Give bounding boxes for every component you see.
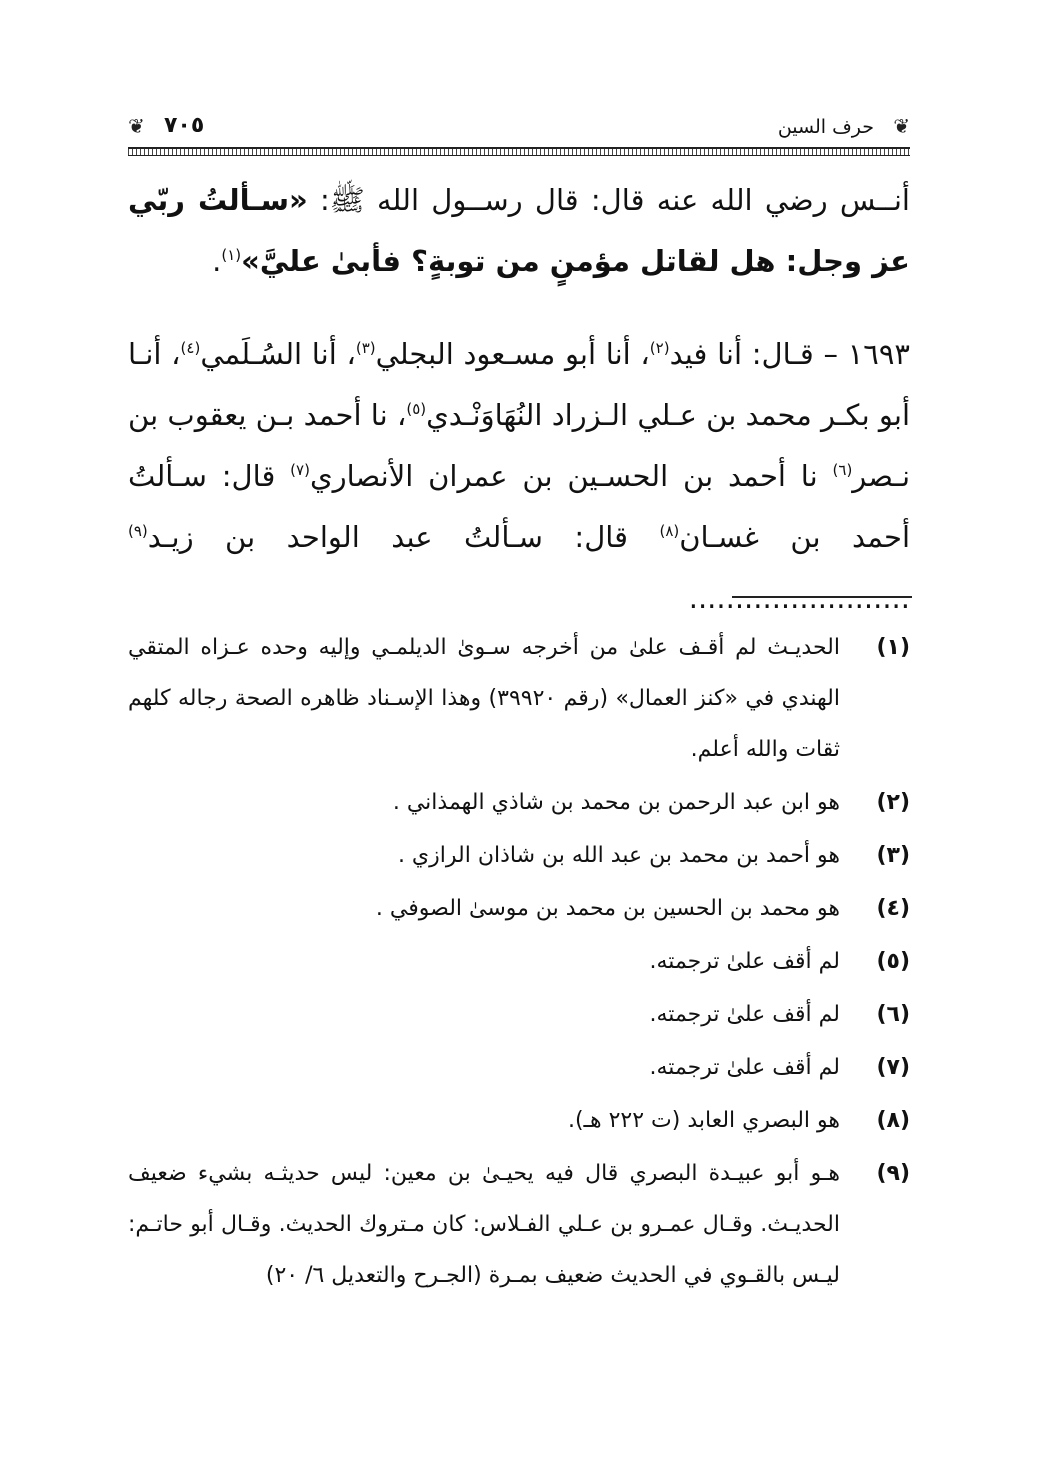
footnote-number: (٨) xyxy=(876,1108,910,1133)
entry-part: ، أنا أبو مسـعود البجلي xyxy=(375,337,650,371)
hadith-intro: أنــس رضي الله عنه قال: قال رســول الله ﷺ: xyxy=(307,183,910,217)
footnote-item xyxy=(128,1148,910,1301)
footnote-text: لم أقف علىٰ ترجمته. xyxy=(649,1002,840,1027)
footnote-item xyxy=(128,622,910,775)
footnote-text: هو البصري العابد (ت ٢٢٢ هـ). xyxy=(567,1108,840,1133)
footnote-number: (٥) xyxy=(876,949,910,974)
footnote-text: لم أقف علىٰ ترجمته. xyxy=(649,1055,840,1080)
footnote-item xyxy=(128,936,910,987)
footnote-text: هـو أبو عبيـدة البصري قال فيه يحيـىٰ بن معين: ليس حديثـه بشيء ضعيف الحديـث. وقـال عمـرو بن عـلي الفـلاس: كان مـتروك الحديث. وقـال أبو حاتـم: ليـس بالقـوي في الحديث ضعيف بمـرة (الجـرح والتعديل ٦/ ٢٠) xyxy=(128,1161,840,1288)
hadith-end: . xyxy=(212,244,222,278)
footnote-number: (٦) xyxy=(876,1002,910,1027)
footnote-item xyxy=(128,1042,910,1093)
entry-part: قال: سـألتُ عبد الواحد بن زيـد xyxy=(147,520,660,554)
footnote-item xyxy=(128,777,910,828)
footnote-text: هو محمد بن الحسين بن محمد بن موسىٰ الصوفي . xyxy=(375,896,840,921)
footnote-ref[interactable]: (٤) xyxy=(180,339,201,357)
footnote-number: (١) xyxy=(876,635,910,660)
footnote-ref[interactable]: (٧) xyxy=(290,461,310,479)
ornament-icon: ❦ xyxy=(893,114,910,138)
footnote-text: الحديـث لم أقـف علىٰ من أخرجه سـوىٰ الديلمـي وإليه وحده عـزاه المتقي الهندي في «كنز العمال» (رقم ٣٩٩٢٠) وهذا الإسـناد ظاهره الصحة رجاله كلهم ثقات والله أعلم. xyxy=(128,635,841,762)
footnote-ref[interactable]: (٨) xyxy=(659,522,680,540)
footnote-item xyxy=(128,1095,910,1146)
entry-part: ، نا أحمد بـن يعقوب بن نـصر xyxy=(128,398,911,493)
footnote-number: (٣) xyxy=(876,843,910,868)
ornament-icon: ❦ xyxy=(128,114,145,138)
footnote-ref[interactable]: (٥) xyxy=(406,400,427,418)
footnote-item xyxy=(128,989,910,1040)
footnote-ref[interactable]: (٢) xyxy=(649,339,670,357)
main-text xyxy=(128,170,910,629)
footnotes xyxy=(128,622,910,1303)
footnote-text: هو أحمد بن محمد بن عبد الله بن شاذان الرازي . xyxy=(397,843,840,868)
footnote-ref[interactable]: (٦) xyxy=(832,461,853,479)
entry-part: ، أنا السُـلَمي xyxy=(200,337,356,371)
entry-paragraph xyxy=(128,324,910,629)
section-title: حرف السين xyxy=(777,116,874,138)
entry-part: ، أنـا أبو بكـر محمد بن عـلي الـزراد النُهَاوَنْـدي xyxy=(128,337,910,432)
footnote-text: لم أقف علىٰ ترجمته. xyxy=(649,949,840,974)
footnote-number: (٤) xyxy=(876,896,910,921)
footnote-number: (٢) xyxy=(876,790,910,815)
entry-part: قال: سـألتُ أحمد بن غسـان xyxy=(128,459,910,554)
running-header xyxy=(128,112,910,160)
footnote-ref[interactable]: (٣) xyxy=(355,339,376,357)
footnote-ref[interactable]: (١) xyxy=(221,246,242,264)
footnote-text: هو ابن عبد الرحمن بن محمد بن شاذي الهمذاني . xyxy=(392,790,840,815)
header-rule xyxy=(128,147,910,156)
page-number: ٧٠٥ xyxy=(164,113,205,138)
footnote-ref[interactable]: (٩) xyxy=(128,522,148,540)
hadith-paragraph xyxy=(128,170,910,292)
footnote-item xyxy=(128,883,910,934)
continuation-dots: ........................ xyxy=(688,581,910,615)
hadith-quote: «سـألتُ ربّي عز وجل: هل لقاتل مؤمنٍ من توبةٍ؟ فأبىٰ عليَّ» xyxy=(128,183,910,278)
entry-part: قـال: أنا فيد xyxy=(669,337,814,371)
entry-number: ١٦٩٣ – xyxy=(813,337,911,371)
entry-part: نا أحمد بن الحسـين بن عمران الأنصاري xyxy=(309,459,833,493)
footnote-number: (٩) xyxy=(876,1161,910,1186)
footnote-number: (٧) xyxy=(876,1055,910,1080)
footnote-separator xyxy=(732,596,912,598)
footnote-item xyxy=(128,830,910,881)
